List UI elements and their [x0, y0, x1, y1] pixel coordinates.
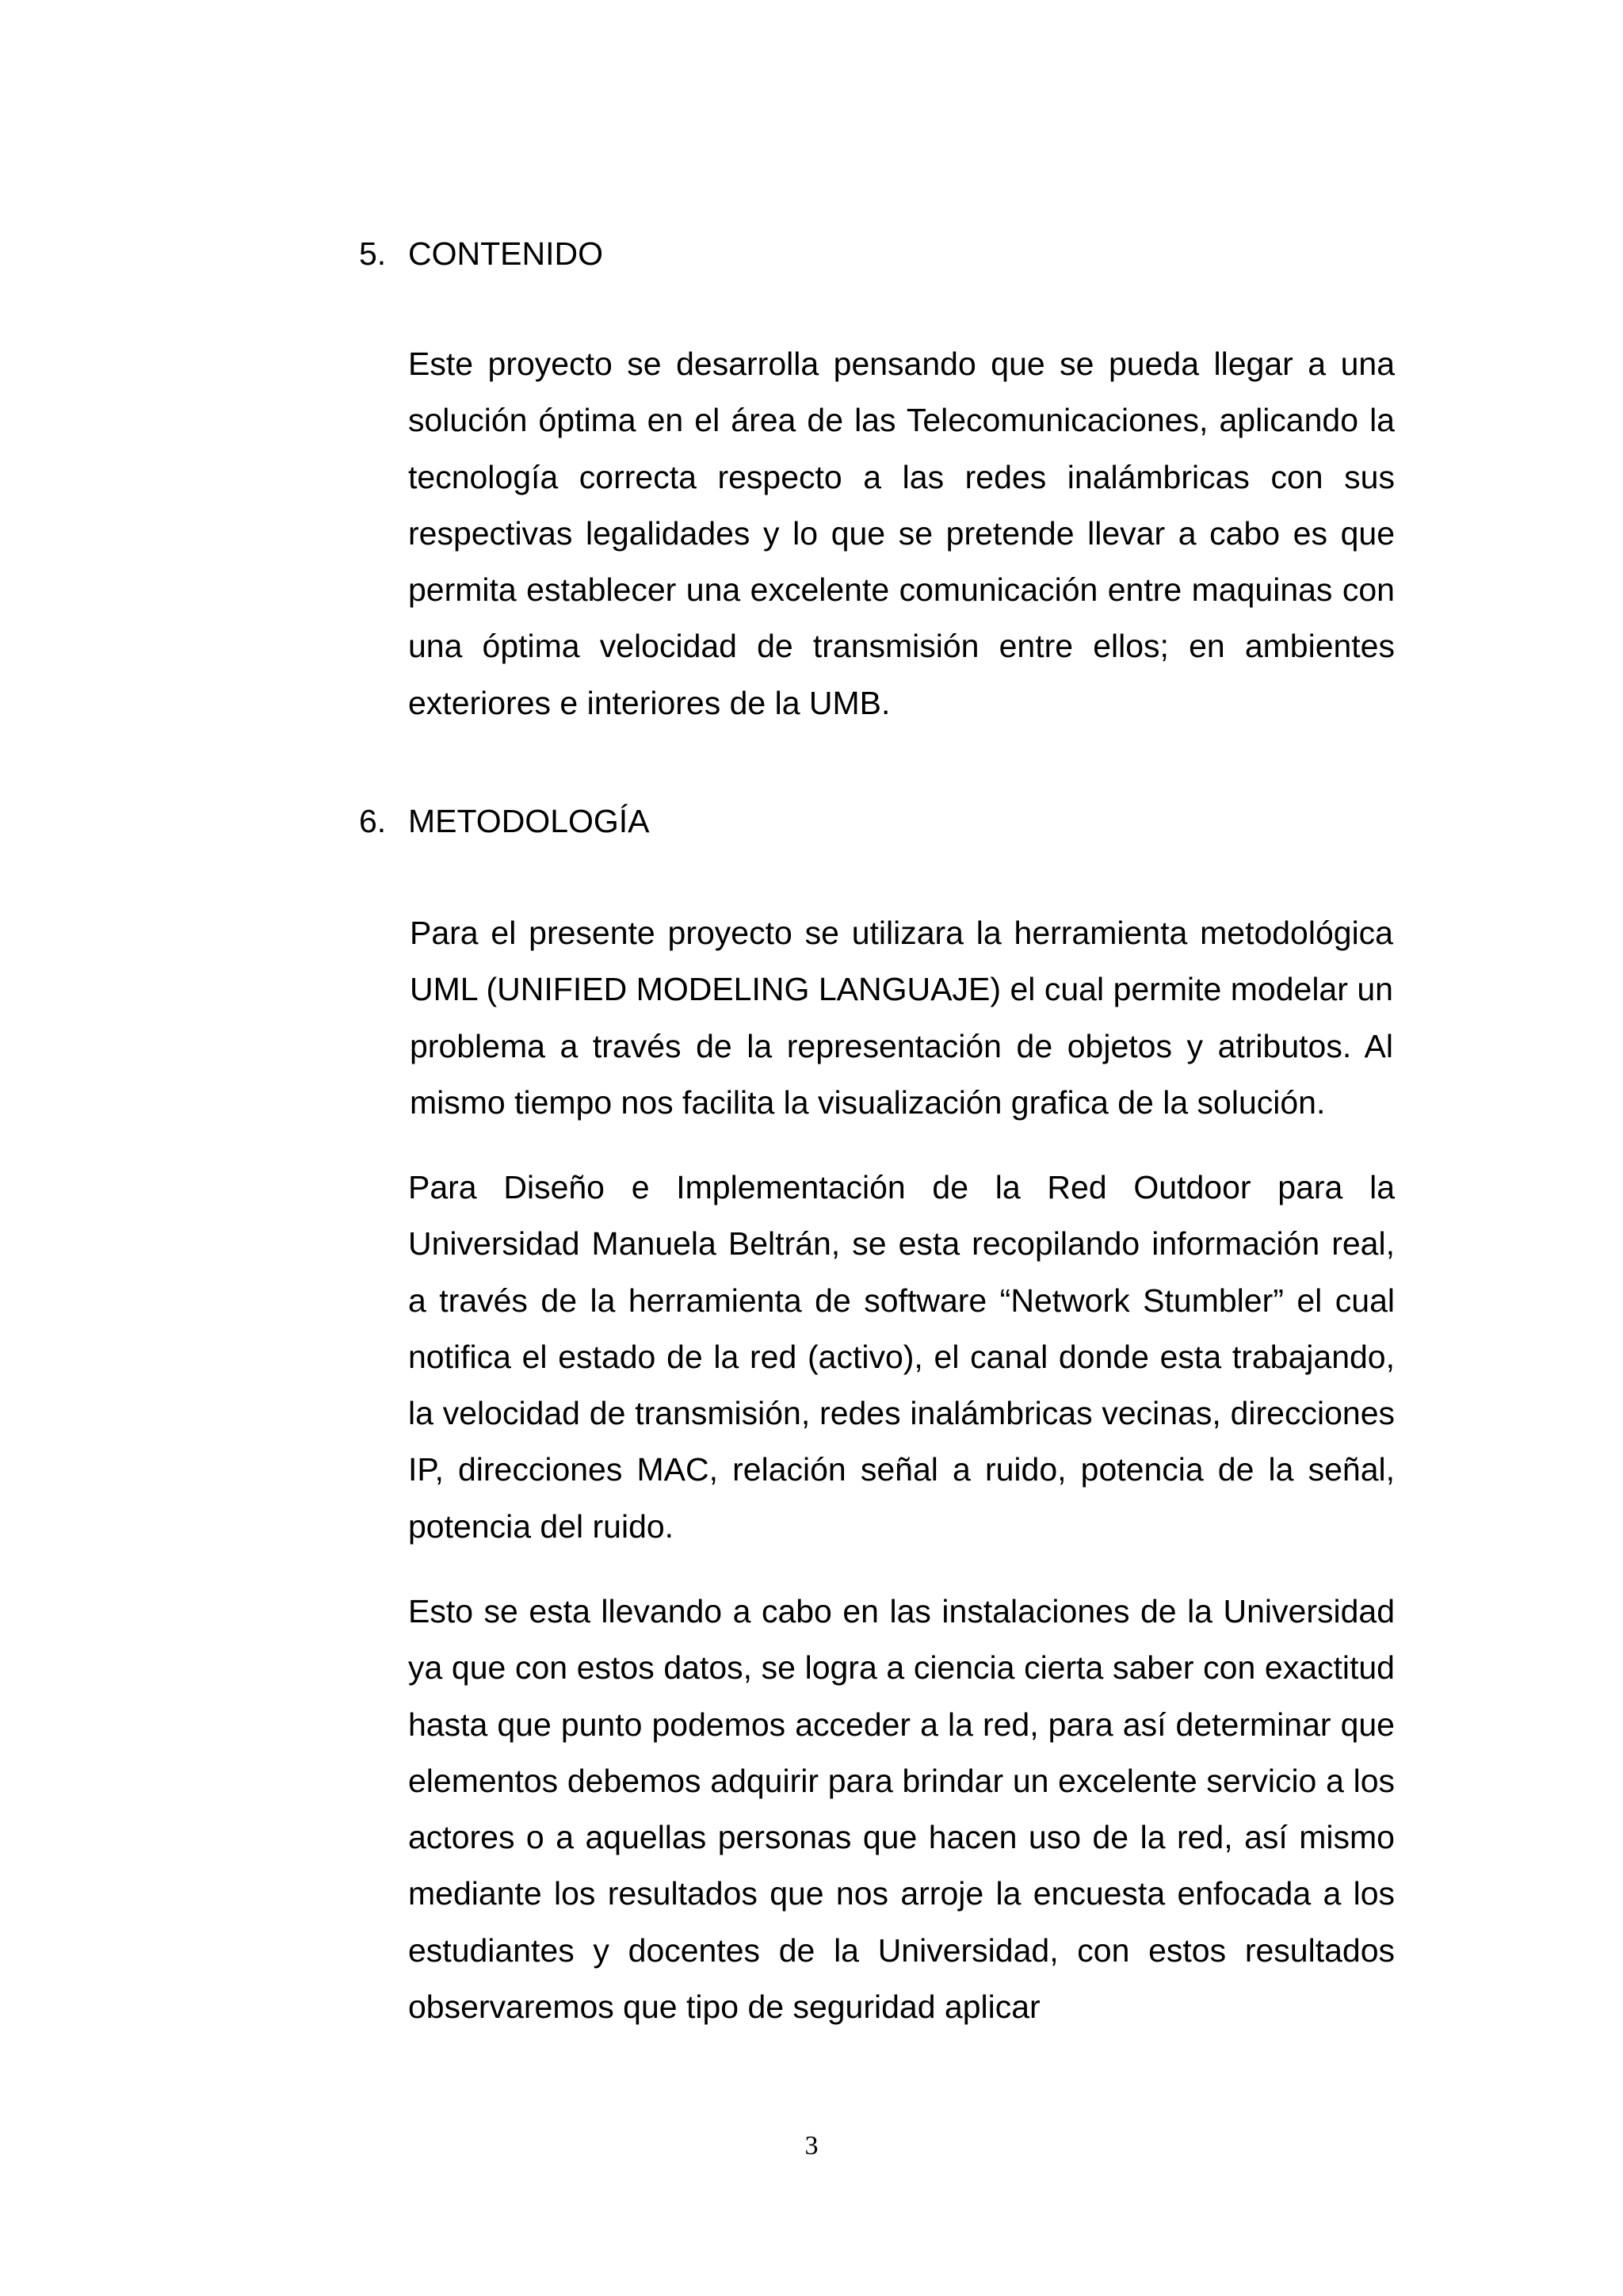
- paragraph-metodologia-uml: Para el presente proyecto se utilizara la herramienta metodológica UML (UNIFIED MODELING LANGUAJE) el cual permite modelar un problema a través de la representación de objetos y atributos. Al mismo tiempo nos facilita la visualización grafica de la solución.: [410, 915, 1393, 1121]
- section-number: 5.: [359, 235, 387, 272]
- paragraph-instalaciones: Esto se esta llevando a cabo en las instalaciones de la Universidad ya que con estos datos, se logra a ciencia cierta saber con exactitud hasta que punto podemos acceder a la red, para así determinar que elementos debemos adquirir para brindar un excelente servicio a los actores o a aquellas personas que hacen uso de la red, así mismo mediante los resultados que nos arroje la encuesta enfocada a los estudiantes y docentes de la Universidad, con estos resultados observaremos que tipo de seguridad aplicar: [408, 1593, 1395, 2026]
- paragraph-network-stumbler: Para Diseño e Implementación de la Red Outdoor para la Universidad Manuela Beltrán, se esta recopilando información real, a través de la herramienta de software “Network Stumbler” el cual notifica el estado de la red (activo), el canal donde esta trabajando, la velocidad de transmisión, redes inalámbricas vecinas, direcciones IP, direcciones MAC, relación señal a ruido, potencia de la señal, potencia del ruido.: [408, 1169, 1395, 1545]
- section-title: METODOLOGÍA: [408, 803, 650, 839]
- section-title: CONTENIDO: [408, 235, 603, 272]
- section-heading-metodologia: [359, 800, 650, 842]
- section-heading-contenido: [359, 233, 603, 274]
- page-number: 3: [804, 2131, 819, 2160]
- section-number: 6.: [359, 803, 387, 839]
- paragraph-contenido: Este proyecto se desarrolla pensando que se pueda llegar a una solución óptima en el área de las Telecomunicaciones, aplicando la tecnología correcta respecto a las redes inalámbricas con sus respectivas legalidades y lo que se pretende llevar a cabo es que permita establecer una excelente comunicación entre maquinas con una óptima velocidad de transmisión entre ellos; en ambientes exteriores e interiores de la UMB.: [408, 346, 1395, 721]
